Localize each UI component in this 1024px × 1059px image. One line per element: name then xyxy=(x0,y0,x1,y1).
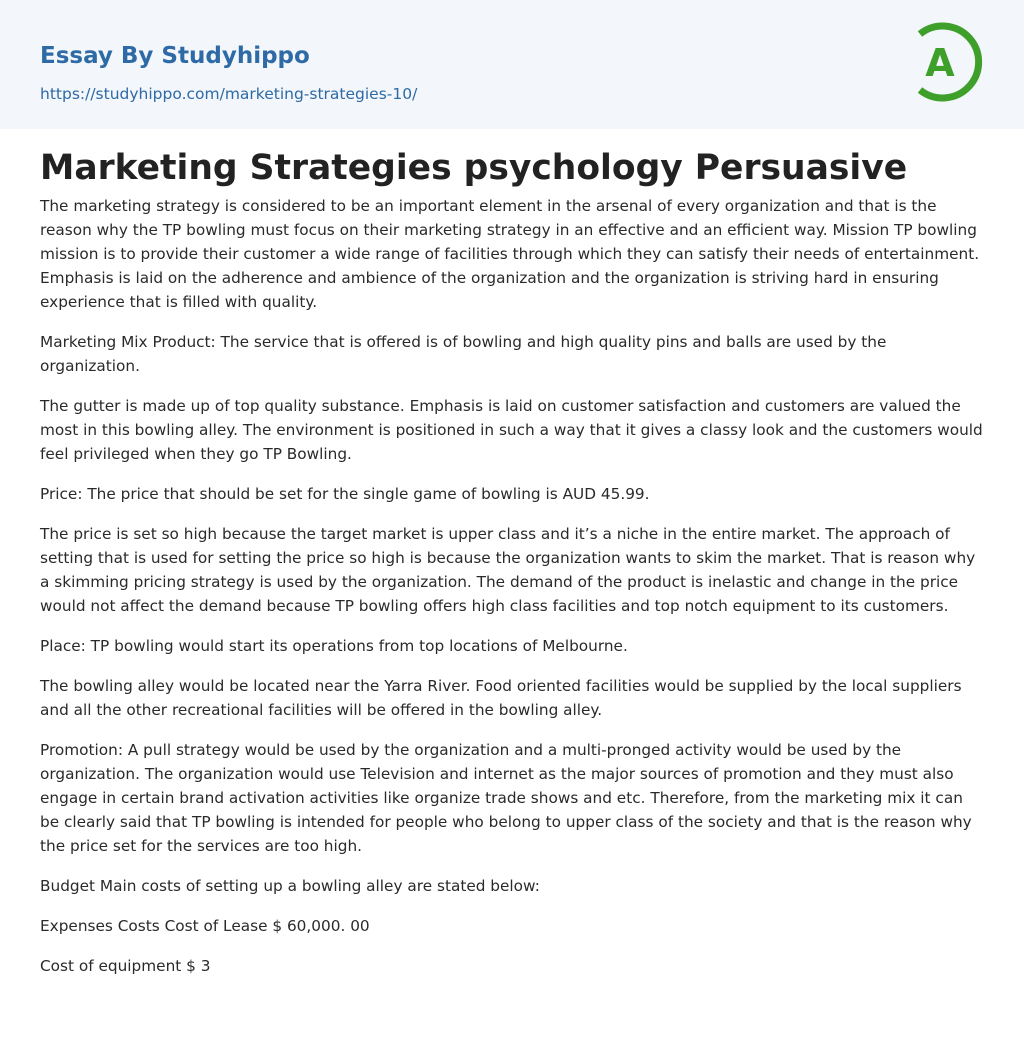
brand-title[interactable]: Essay By Studyhippo xyxy=(40,43,310,69)
studyhippo-logo-icon[interactable] xyxy=(910,18,986,106)
paragraph: Price: The price that should be set for the single game of bowling is AUD 45.99. xyxy=(40,485,650,503)
article-body xyxy=(40,194,984,994)
paragraph: Promotion: A pull strategy would be used by the organization and a multi-pronged activity would be used by the organization. The organization would use Television and internet as the major sources of promotion and they must also engage in certain brand activation activities like organize trade shows and etc. Therefore, from the marketing mix it can be clearly said that TP bowling is intended for people who belong to upper class of the society and that is the reason why the price set for the services are too high. xyxy=(40,741,972,855)
paragraph: Marketing Mix Product: The service that is offered is of bowling and high quality pins and balls are used by the organization. xyxy=(40,333,887,375)
article-title: Marketing Strategies psychology Persuasive xyxy=(40,148,908,188)
site-header xyxy=(0,0,1024,129)
paragraph: Cost of equipment $ 3 xyxy=(40,957,211,975)
paragraph: Expenses Costs Cost of Lease $ 60,000. 00 xyxy=(40,917,370,935)
paragraph: The price is set so high because the target market is upper class and it’s a niche in the entire market. The approach of setting that is used for setting the price so high is because the organization wants to skim the market. That is reason why a skimming pricing strategy is used by the organization. The demand of the product is inelastic and change in the price would not affect the demand because TP bowling offers high class facilities and top notch equipment to its customers. xyxy=(40,525,976,615)
paragraph: Place: TP bowling would start its operations from top locations of Melbourne. xyxy=(40,637,628,655)
paragraph: The marketing strategy is considered to be an important element in the arsenal of every organization and that is the reason why the TP bowling must focus on their marketing strategy in an effective and an efficient way. Mission TP bowling mission is to provide their customer a wide range of facilities through which they can satisfy their needs of entertainment. Emphasis is laid on the adherence and ambience of the organization and the organization is striving hard in ensuring experience that is filled with quality. xyxy=(40,197,980,311)
paragraph: The bowling alley would be located near the Yarra River. Food oriented facilities would be supplied by the local suppliers and all the other recreational facilities will be offered in the bowling alley. xyxy=(40,677,962,719)
paragraph: Budget Main costs of setting up a bowling alley are stated below: xyxy=(40,877,540,895)
paragraph: The gutter is made up of top quality substance. Emphasis is laid on customer satisfaction and customers are valued the most in this bowling alley. The environment is positioned in such a way that it gives a classy look and the customers would feel privileged when they go TP Bowling. xyxy=(40,397,983,463)
article-url-link[interactable]: https://studyhippo.com/marketing-strategies-10/ xyxy=(40,85,418,103)
logo-letter: A xyxy=(925,41,955,85)
